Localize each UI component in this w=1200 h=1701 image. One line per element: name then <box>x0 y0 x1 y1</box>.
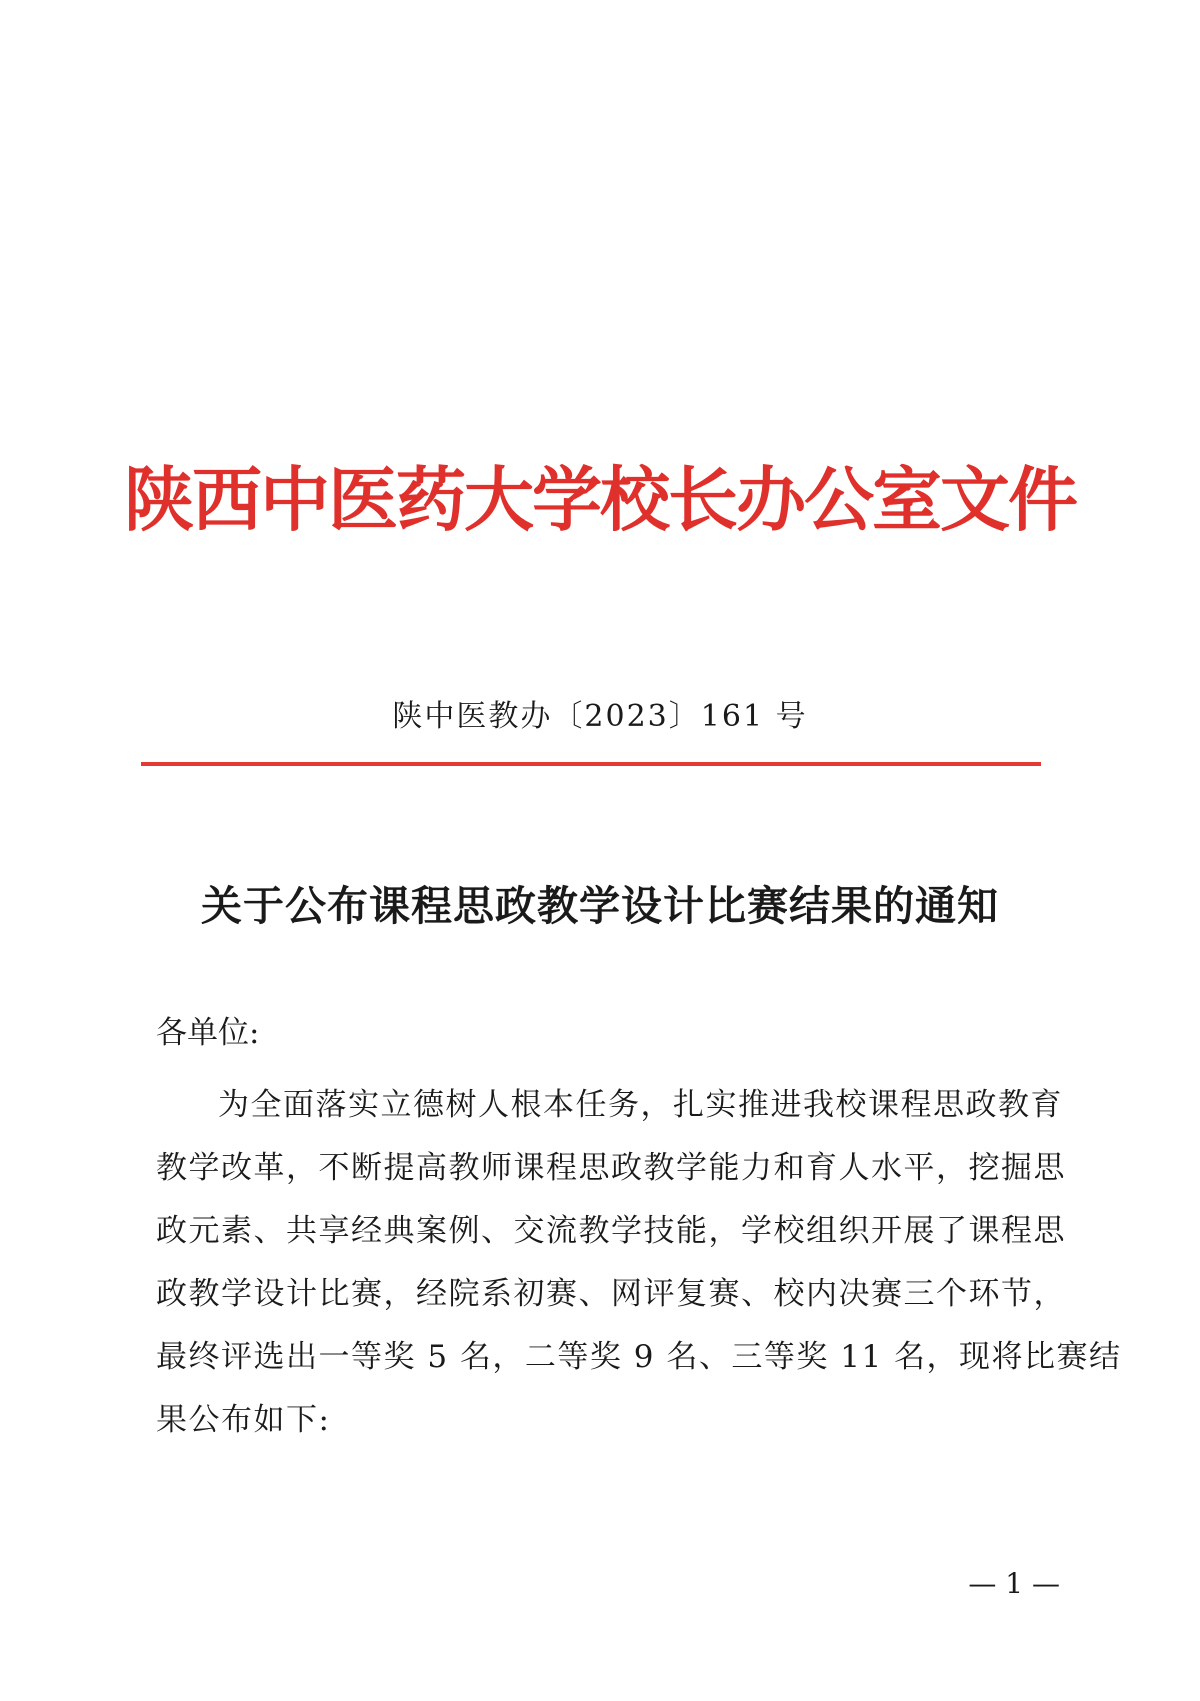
body-paragraph-line: 为全面落实立德树人根本任务，扎实推进我校课程思政教育 <box>218 1087 1063 1123</box>
organization-header: 陕西中医药大学校长办公室文件 <box>124 458 1076 541</box>
body-paragraph-line: 政元素、共享经典案例、交流教学技能，学校组织开展了课程思 <box>156 1213 1066 1249</box>
body-paragraph-line: 果公布如下: <box>156 1402 331 1438</box>
salutation: 各单位: <box>156 1015 260 1051</box>
body-paragraph-line: 最终评选出一等奖 5 名，二等奖 9 名、三等奖 11 名，现将比赛结 <box>156 1339 1122 1375</box>
body-paragraph-line: 教学改革，不断提高教师课程思政教学能力和育人水平，挖掘思 <box>156 1150 1066 1186</box>
page-number: — 1 — <box>968 1567 1060 1600</box>
document-number: 陕中医教办〔2023〕161 号 <box>392 699 808 734</box>
red-divider-rule <box>141 762 1041 766</box>
body-paragraph-line: 政教学设计比赛，经院系初赛、网评复赛、校内决赛三个环节， <box>156 1276 1066 1312</box>
notice-title: 关于公布课程思政教学设计比赛结果的通知 <box>201 882 999 930</box>
